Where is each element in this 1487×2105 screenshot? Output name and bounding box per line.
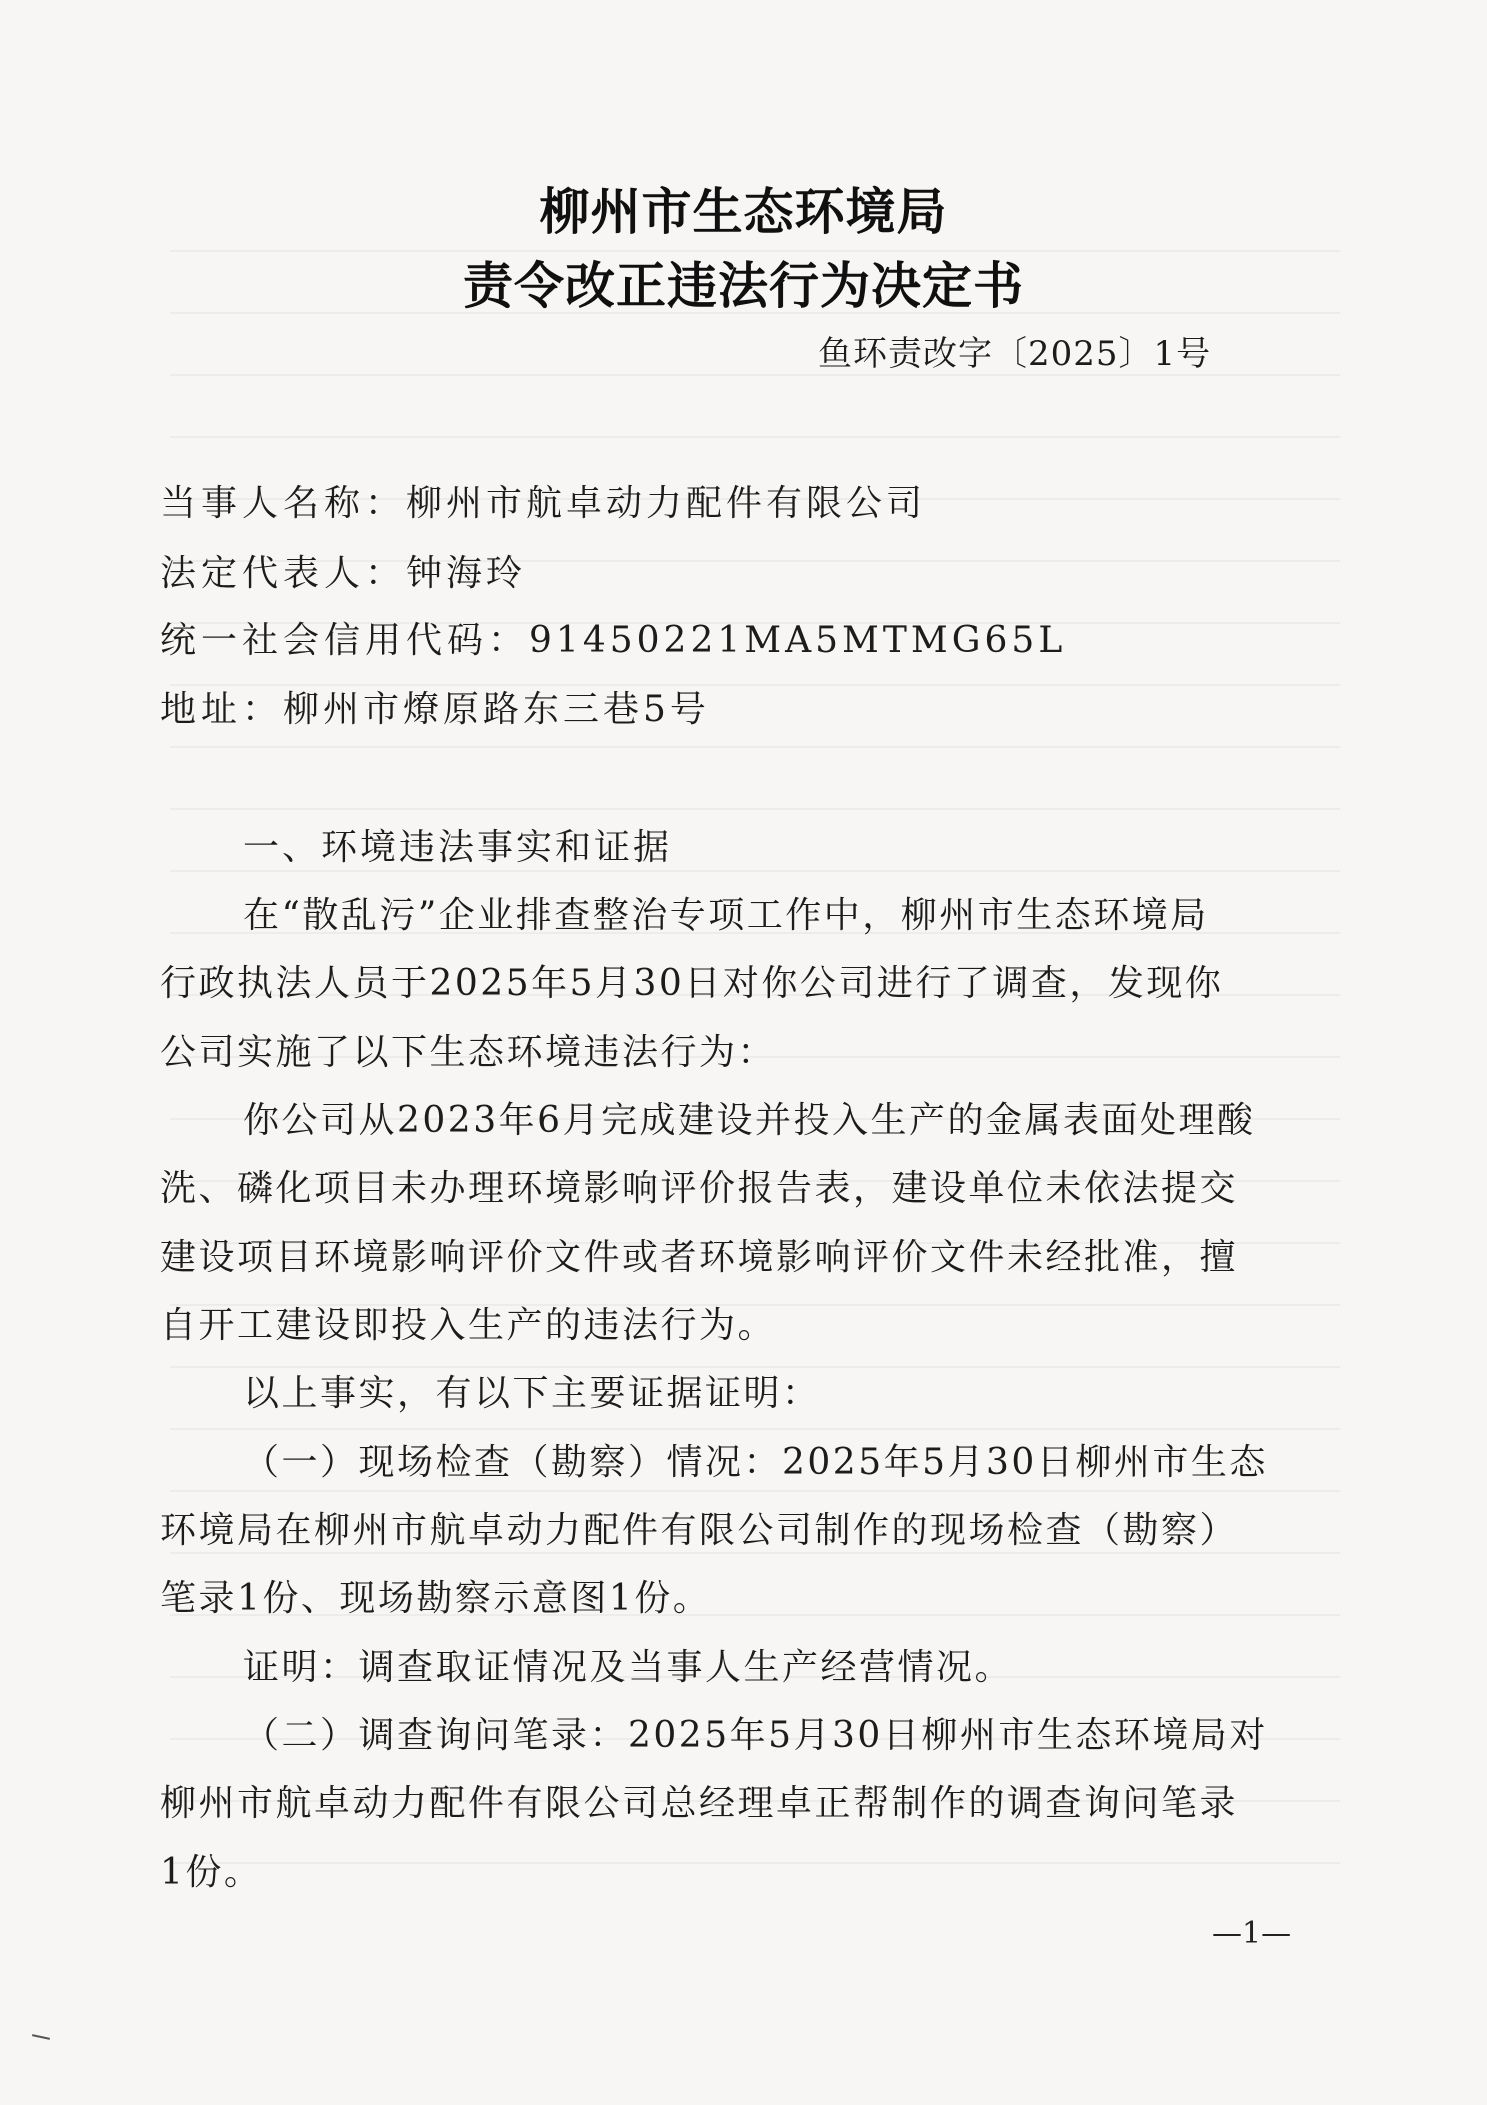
page-number: —1— [1212, 1916, 1292, 1951]
paragraph-line: 洗、磷化项目未办理环境影响评价报告表，建设单位未依法提交 [160, 1168, 1239, 1209]
party-name-row [160, 482, 926, 526]
paragraph-line: 柳州市航卓动力配件有限公司总经理卓正帮制作的调查询问笔录 [160, 1783, 1239, 1824]
paragraph-line: 在“散乱污”企业排查整治专项工作中，柳州市生态环境局 [243, 895, 1209, 936]
paragraph-line: 公司实施了以下生态环境违法行为： [160, 1032, 777, 1073]
paragraph-line: 自开工建设即投入生产的违法行为。 [160, 1305, 777, 1346]
legal-rep-row [160, 552, 526, 596]
address-value: 柳州市燎原路东三巷5号 [283, 689, 710, 730]
paragraph-line: 环境局在柳州市航卓动力配件有限公司制作的现场检查（勘察） [160, 1510, 1239, 1551]
document-title: 责令改正违法行为决定书 [463, 256, 1024, 315]
legal-rep-label: 法定代表人： [160, 553, 407, 594]
address-label: 地址： [160, 689, 284, 730]
legal-rep-value: 钟海玲 [406, 553, 527, 594]
paragraph-line: 建设项目环境影响评价文件或者环境影响评价文件未经批准，擅 [160, 1237, 1239, 1278]
paragraph-line: （一）现场检查（勘察）情况：2025年5月30日柳州市生态 [243, 1442, 1268, 1483]
paragraph-line: 你公司从2023年6月完成建设并投入生产的金属表面处理酸 [243, 1100, 1256, 1141]
paragraph-line: 笔录1份、现场勘察示意图1份。 [160, 1578, 712, 1619]
paragraph-line: 证明：调查取证情况及当事人生产经营情况。 [243, 1647, 1014, 1688]
issuer-title: 柳州市生态环境局 [539, 182, 948, 241]
document-number: 鱼环责改字〔2025〕1号 [818, 334, 1212, 374]
paragraph-line: （二）调查询问笔录：2025年5月30日柳州市生态环境局对 [243, 1715, 1268, 1756]
address-row [160, 688, 710, 732]
party-name-value: 柳州市航卓动力配件有限公司 [406, 483, 927, 524]
party-name-label: 当事人名称： [160, 483, 407, 524]
paragraph-line: 1份。 [160, 1852, 263, 1893]
credit-code-row [160, 619, 1066, 663]
credit-code-value: 91450221MA5MTMG65L [529, 620, 1067, 661]
paragraph-line: 以上事实，有以下主要证据证明： [243, 1373, 821, 1414]
paragraph-line: 行政执法人员于2025年5月30日对你公司进行了调查，发现你 [160, 963, 1224, 1004]
credit-code-label: 统一社会信用代码： [160, 620, 530, 661]
scan-mark [32, 2034, 50, 2040]
section-heading: 一、环境违法事实和证据 [243, 827, 673, 868]
